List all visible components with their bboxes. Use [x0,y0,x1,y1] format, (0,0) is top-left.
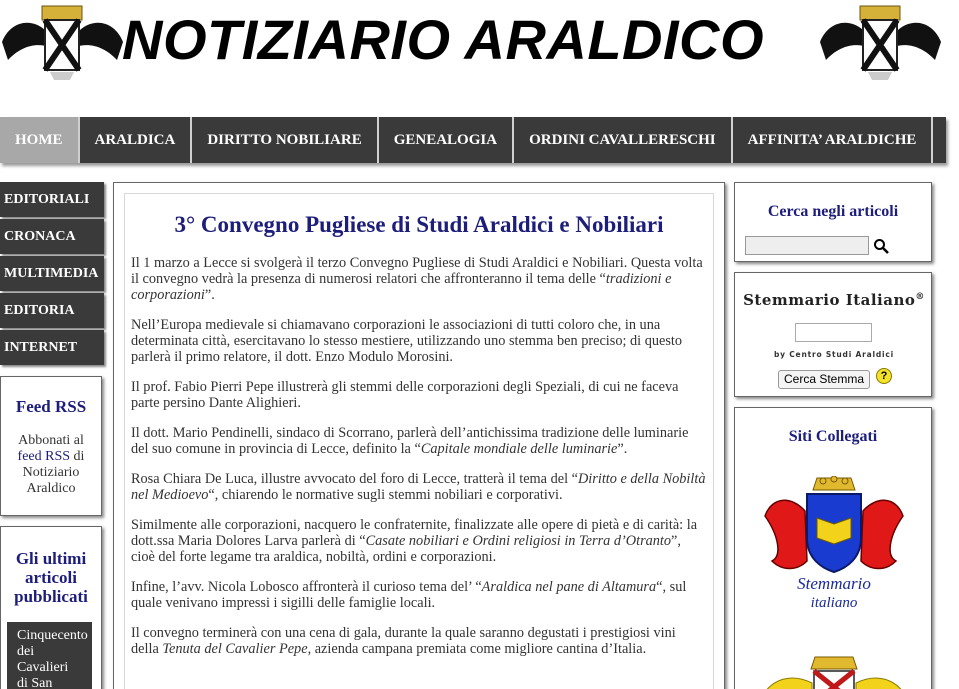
paragraph-text: Rosa Chiara De Luca, illustre avvocato del foro di Lecce, tratterà il tema del “ [131,471,578,487]
feed-text-before: Abbonati al [18,433,84,448]
paragraph-text: ”. [617,441,628,457]
emphasis-text: Capitale mondiale delle luminarie [420,441,618,457]
nav-araldica[interactable]: ARALDICA [80,117,193,163]
top-navigation [0,117,946,163]
sidebar-item-multimedia[interactable]: MULTIMEDIA [0,256,104,291]
article-paragraph: Il prof. Fabio Pierri Pepe illustrerà gli stemmi delle corporazioni degli Speziali, di cui ne faceva parte persino Dante Alighieri. [131,379,679,411]
article-paragraph [131,625,707,657]
svg-text:Stemmario: Stemmario [797,574,871,593]
sidebar-item-editoria[interactable]: EDITORIA [0,293,104,328]
feed-rss-link[interactable]: feed RSS [17,449,71,464]
feed-text-after: di Notiziario Araldico [22,449,85,496]
paragraph-text: Il 1 marzo a Lecce si svolgerà il terzo Convegno Pugliese di Studi Araldici e Nobiliari. Questa volta il convegno vedrà la presenza di numerosi relatori che affronteranno il tema delle “ [131,255,703,287]
sidebar-item-cronaca[interactable]: CRONACA [0,219,104,254]
emphasis-text: Casate nobiliari e Ordini religiosi in Terra d’Otranto [365,533,672,549]
paragraph-text: ”. [204,287,215,303]
nav-ordini-cavallereschi[interactable]: ORDINI CAVALLERESCHI [514,117,733,163]
feed-rss-title: Feed RSS [15,397,87,416]
latest-articles-box [0,526,102,689]
stemmario-input[interactable] [795,323,872,342]
paragraph-text: Il convegno terminerà con una cena di gala, durante la quale saranno degustati i prestigiosi vini della [131,625,676,657]
nav-home[interactable]: HOME [0,117,80,163]
linked-sites-title: Siti Collegati [788,428,878,445]
cerca-stemma-button[interactable]: Cerca Stemma [778,370,870,389]
site-header [0,0,959,100]
search-input[interactable] [745,236,869,255]
stemmario-logo-text: Stemmario Italiano [743,291,916,309]
sidebar-item-internet[interactable]: INTERNET [0,330,104,365]
site-title[interactable]: NOTIZIARIO ARALDICO [122,8,765,71]
emphasis-text: tradizioni e corporazioni [131,271,672,303]
paragraph-text: ”, cioè del forte legame tra araldica, nobiltà, ordini e corporazioni. [131,533,681,565]
article-paragraph: Nell’Europa medievale si chiamavano corporazioni le associazioni di tutti coloro che, in una determinata città, esercitavano lo stesso mestiere, utilizzando uno stemma ben preciso; di questo parlerà il primo relatore, il dott. Enzo Modulo Morosini. [131,317,683,365]
stemmario-credit: by Centro Studi Araldici [773,350,894,359]
partner-crest-logo[interactable] [757,653,911,689]
linked-sites-box [734,407,932,689]
svg-text:italiano: italiano [810,595,858,611]
help-icon[interactable]: ? [876,368,892,384]
paragraph-text: Similmente alle corporazioni, nacquero le confraternite, finalizzate alle opere di pietà e di carità: la dott.ssa Maria Dolores Larva parlerà di “ [131,517,698,549]
paragraph-text: “, chiarendo le normative sugli stemmi nobiliari e corporativi. [208,487,563,503]
search-icon[interactable] [873,238,889,254]
emphasis-text: Diritto e della Nobiltà nel Medioevo [131,471,706,503]
nav-diritto-nobiliare[interactable]: DIRITTO NOBILIARE [192,117,378,163]
article-paragraph [131,255,707,303]
paragraph-text: “, sul quale venivano impressi i sigilli delle famiglie locali. [131,579,687,611]
search-title: Cerca negli articoli [767,203,899,220]
latest-articles-title: Gli ultimi articoli pubblicati [14,549,88,606]
feed-rss-box [0,376,102,516]
article-paragraph [131,579,707,611]
emphasis-text: Tenuta del Cavalier Pepe [162,641,308,657]
article-title[interactable]: 3° Convegno Pugliese di Studi Araldici e Nobiliari [174,212,664,237]
category-sidebar [0,182,104,367]
search-box [734,182,932,262]
article-paragraph [131,517,707,565]
heraldic-crest-icon [0,2,125,82]
paragraph-text: , azienda campana premiata come migliore cantina d’Italia. [307,641,647,657]
nav-genealogia[interactable]: GENEALOGIA [379,117,514,163]
article-paragraph [131,425,707,457]
paragraph-text: Il dott. Mario Pendinelli, sindaco di Scorrano, parlerà dell’antichissima tradizione delle luminarie del suo comune in provincia di Lecce, definito la “ [131,425,689,457]
article [124,193,714,689]
stemmario-search-box [734,272,932,397]
heraldic-crest-icon [818,2,943,82]
paragraph-text: Infine, l’avv. Nicola Lobosco affronterà il curioso tema del’ “ [131,579,482,595]
registered-mark: ® [915,292,925,302]
stemmario-italiano-logo[interactable] [757,476,911,616]
nav-affinita-araldiche[interactable]: AFFINITA’ ARALDICHE [733,117,934,163]
feed-rss-text [5,433,97,497]
main-content [113,182,725,689]
article-paragraph [131,471,707,503]
stemmario-logo[interactable] [735,291,933,309]
latest-article-link[interactable]: Cinquecento dei Cavalieri di San [7,622,92,689]
emphasis-text: Araldica nel pane di Altamura [481,579,657,595]
sidebar-item-editoriali[interactable]: EDITORIALI [0,182,104,217]
